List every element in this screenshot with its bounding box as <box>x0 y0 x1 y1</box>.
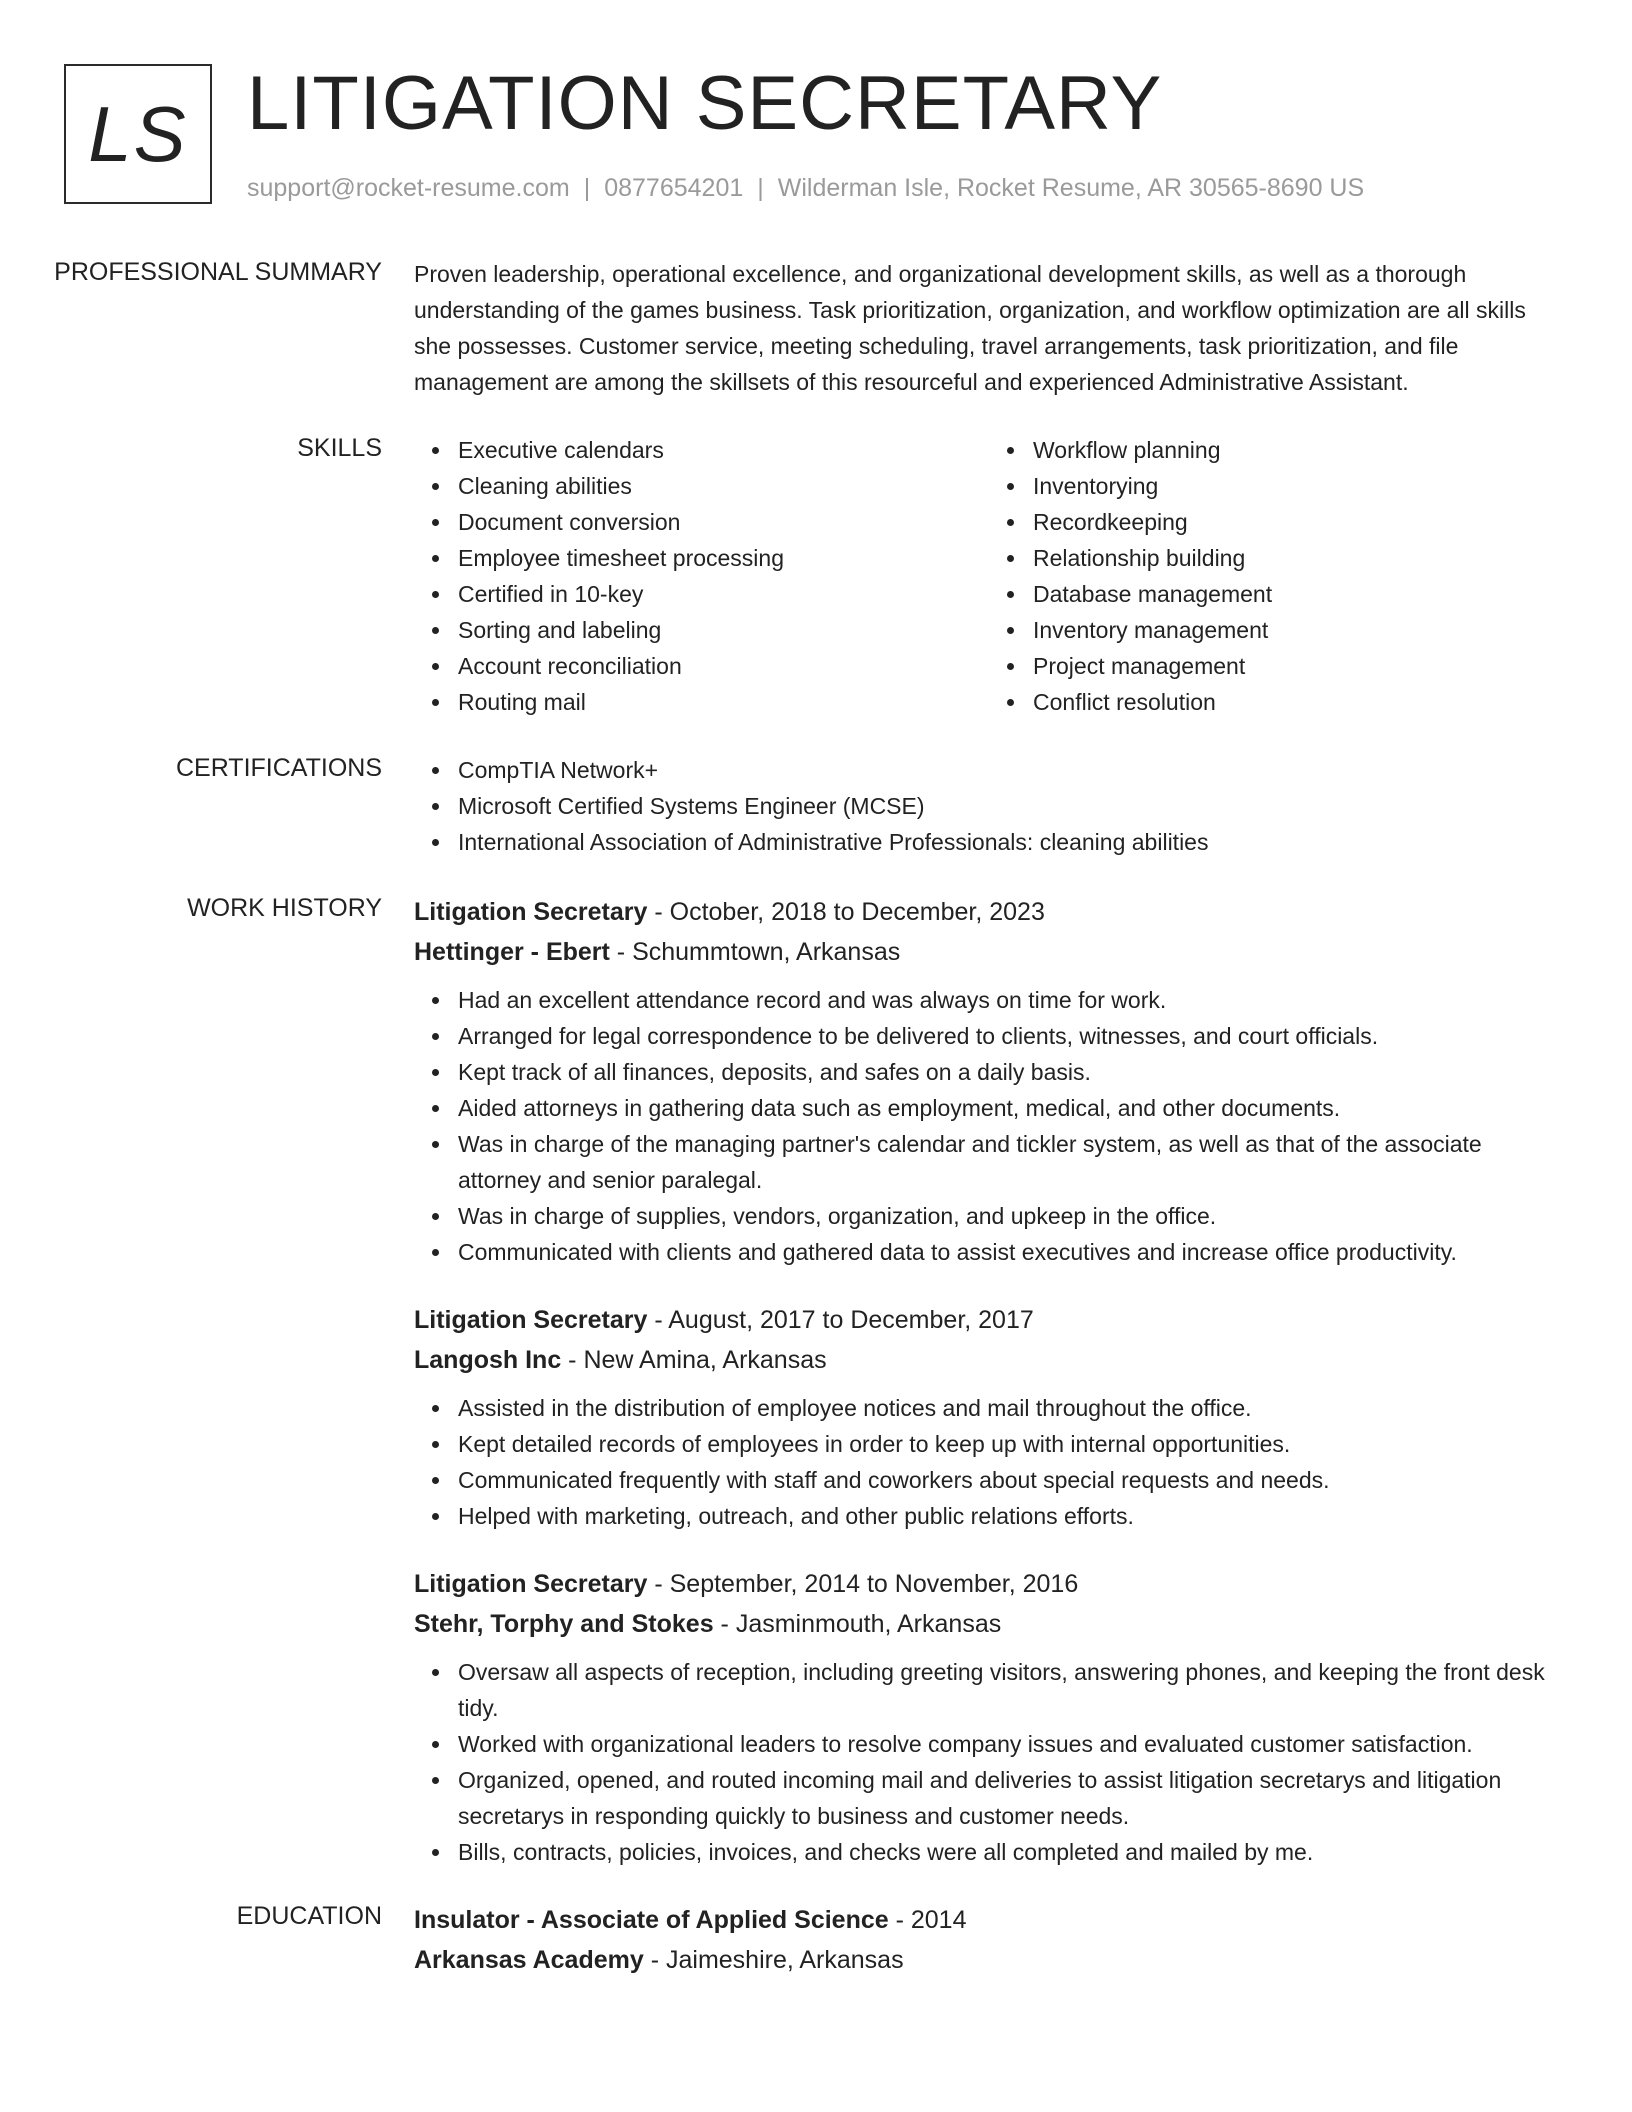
job-location: - Jasminmouth, Arkansas <box>713 1610 1002 1638</box>
job-bullet: Assisted in the distribution of employee notices and mail throughout the office. <box>458 1390 1564 1426</box>
skills-list-left <box>414 432 989 720</box>
contact-separator: | <box>583 174 591 202</box>
education-school-line <box>414 1940 1564 1980</box>
section-label: WORK HISTORY <box>187 894 382 922</box>
skills-list-right <box>989 432 1564 720</box>
job-bullet: Kept track of all finances, deposits, and safes on a daily basis. <box>458 1054 1564 1090</box>
skill-item: Inventorying <box>1033 468 1564 504</box>
job-bullets <box>414 1390 1564 1534</box>
job-bullet: Communicated frequently with staff and coworkers about special requests and needs. <box>458 1462 1564 1498</box>
job-company: Langosh Inc <box>414 1346 562 1374</box>
contact-address: Wilderman Isle, Rocket Resume, AR 30565-8690 US <box>777 174 1365 202</box>
summary-text: Proven leadership, operational excellence, and organizational development skills, as well as a thorough understanding of the games business. Task prioritization, organization, and workflow optimization are all skills she possesses. Customer service, meeting scheduling, travel arrangements, task prioritization, and file management are among the skillsets of this resourceful and experienced Administrative Assistant. <box>414 261 1526 395</box>
job-bullet: Worked with organizational leaders to resolve company issues and evaluated customer satisfaction. <box>458 1726 1564 1762</box>
job-bullet: Oversaw all aspects of reception, including greeting visitors, answering phones, and keeping the front desk tidy. <box>458 1654 1564 1726</box>
job-title: Litigation Secretary <box>414 1306 648 1334</box>
section-label: PROFESSIONAL SUMMARY <box>54 258 382 286</box>
section-label: SKILLS <box>297 434 382 462</box>
job-bullet: Helped with marketing, outreach, and other public relations efforts. <box>458 1498 1564 1534</box>
skill-item: Workflow planning <box>1033 432 1564 468</box>
contact-line <box>247 174 1364 203</box>
work-history-body <box>414 892 1564 1900</box>
skill-item: Certified in 10-key <box>458 576 989 612</box>
skill-item: Sorting and labeling <box>458 612 989 648</box>
education-section <box>0 1900 1632 1980</box>
certifications-list <box>414 752 1564 860</box>
skill-item: Account reconciliation <box>458 648 989 684</box>
certification-item: Microsoft Certified Systems Engineer (MCSE) <box>458 788 1564 824</box>
skill-item: Cleaning abilities <box>458 468 989 504</box>
job-dates: - September, 2014 to November, 2016 <box>647 1570 1079 1598</box>
contact-email: support@rocket-resume.com <box>247 174 570 202</box>
job-company-line <box>414 932 1564 972</box>
education-location: - Jaimeshire, Arkansas <box>643 1946 904 1974</box>
education-body <box>414 1900 1564 1980</box>
job-company-line <box>414 1340 1564 1380</box>
job-bullet: Organized, opened, and routed incoming mail and deliveries to assist litigation secretarys and litigation secretarys in responding quickly to business and customer needs. <box>458 1762 1564 1834</box>
job-title-line <box>414 892 1564 932</box>
job-bullet: Bills, contracts, policies, invoices, and checks were all completed and mailed by me. <box>458 1834 1564 1870</box>
resume-content <box>0 256 1632 1980</box>
certification-item: CompTIA Network+ <box>458 752 1564 788</box>
section-label: EDUCATION <box>236 1902 382 1930</box>
job-bullet: Kept detailed records of employees in order to keep up with internal opportunities. <box>458 1426 1564 1462</box>
job-entry <box>414 1564 1564 1870</box>
job-title: Litigation Secretary <box>414 898 648 926</box>
job-location: - Schummtown, Arkansas <box>609 938 901 966</box>
certifications-section <box>0 752 1632 860</box>
education-degree-line <box>414 1900 1564 1940</box>
skill-item: Relationship building <box>1033 540 1564 576</box>
skill-item: Project management <box>1033 648 1564 684</box>
skills-grid <box>414 432 1564 720</box>
job-company-line <box>414 1604 1564 1644</box>
job-entry <box>414 892 1564 1270</box>
job-company: Hettinger - Ebert <box>414 938 610 966</box>
summary-section <box>0 256 1632 400</box>
job-entry <box>414 1300 1564 1534</box>
resume-name: LITIGATION SECRETARY <box>247 61 1163 146</box>
education-year: - 2014 <box>888 1906 967 1934</box>
contact-separator: | <box>757 174 764 202</box>
job-company: Stehr, Torphy and Stokes <box>414 1610 714 1638</box>
job-bullet: Aided attorneys in gathering data such as employment, medical, and other documents. <box>458 1090 1564 1126</box>
job-dates: - October, 2018 to December, 2023 <box>647 898 1045 926</box>
job-bullet: Was in charge of the managing partner's calendar and tickler system, as well as that of the associate attorney and senior paralegal. <box>458 1126 1564 1198</box>
job-bullet: Arranged for legal correspondence to be delivered to clients, witnesses, and court officials. <box>458 1018 1564 1054</box>
education-degree: Insulator - Associate of Applied Science <box>414 1906 889 1934</box>
contact-phone: 0877654201 <box>604 174 744 202</box>
work-history-section <box>0 892 1632 1900</box>
job-bullet: Communicated with clients and gathered data to assist executives and increase office productivity. <box>458 1234 1564 1270</box>
job-location: - New Amina, Arkansas <box>561 1346 827 1374</box>
job-title-line <box>414 1564 1564 1604</box>
job-bullets <box>414 982 1564 1270</box>
job-bullet: Had an excellent attendance record and was always on time for work. <box>458 982 1564 1018</box>
skill-item: Inventory management <box>1033 612 1564 648</box>
skill-item: Recordkeeping <box>1033 504 1564 540</box>
skill-item: Executive calendars <box>458 432 989 468</box>
certification-item: International Association of Administrative Professionals: cleaning abilities <box>458 824 1564 860</box>
certifications-body <box>414 752 1564 860</box>
job-title-line <box>414 1300 1564 1340</box>
skill-item: Employee timesheet processing <box>458 540 989 576</box>
skill-item: Document conversion <box>458 504 989 540</box>
job-bullet: Was in charge of supplies, vendors, organization, and upkeep in the office. <box>458 1198 1564 1234</box>
skills-section <box>0 432 1632 720</box>
skill-item: Conflict resolution <box>1033 684 1564 720</box>
education-school: Arkansas Academy <box>414 1946 644 1974</box>
resume-header <box>64 61 1592 214</box>
skill-item: Database management <box>1033 576 1564 612</box>
section-label: CERTIFICATIONS <box>175 754 382 782</box>
job-bullets <box>414 1654 1564 1870</box>
monogram-logo: LS <box>64 64 212 204</box>
job-title: Litigation Secretary <box>414 1570 648 1598</box>
job-dates: - August, 2017 to December, 2017 <box>647 1306 1034 1334</box>
skill-item: Routing mail <box>458 684 989 720</box>
